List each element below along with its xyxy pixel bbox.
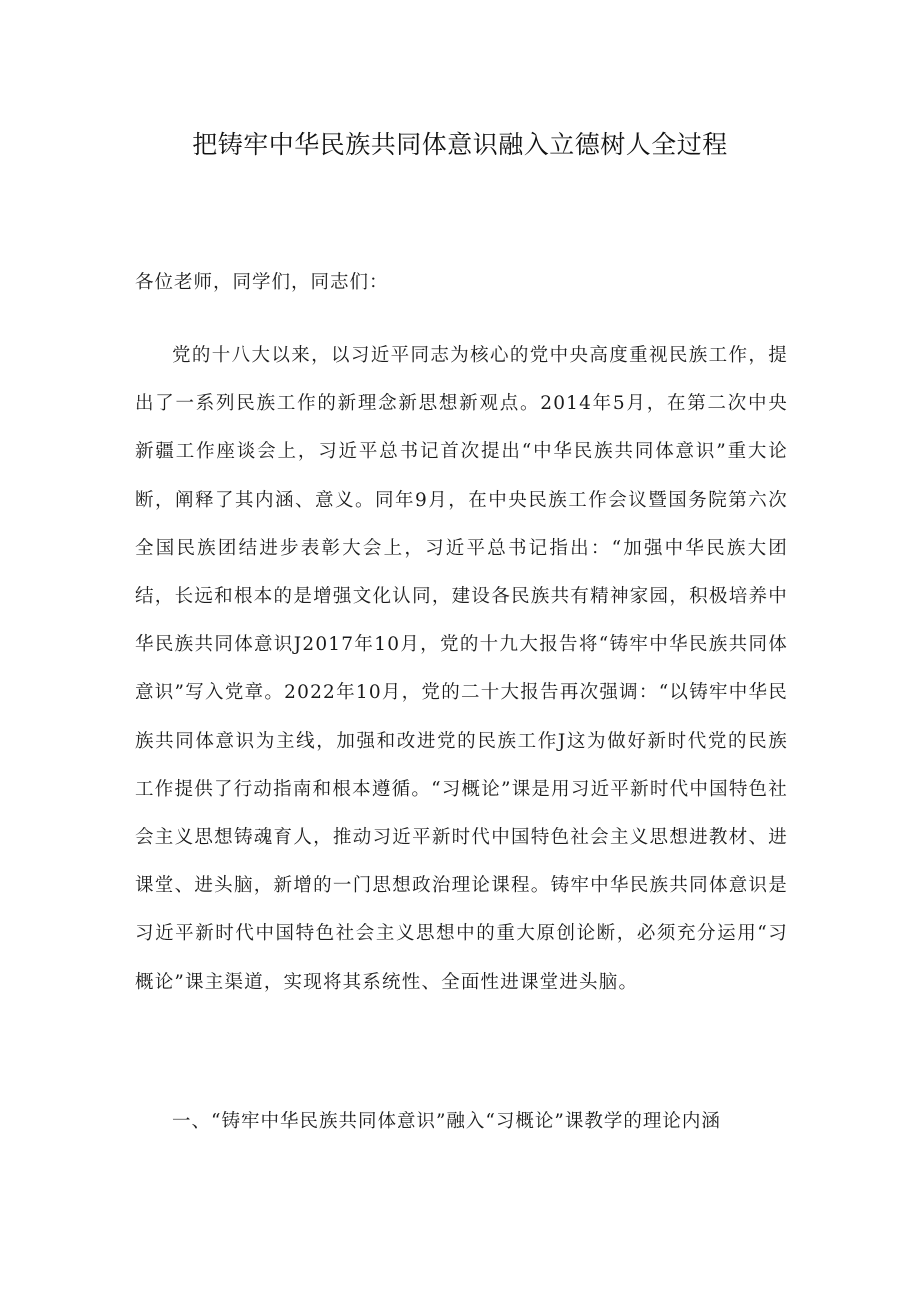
body-paragraph: 党的十八大以来，以习近平同志为核心的党中央高度重视民族工作，提出了一系列民族工作的新理念新思想新观点。2014年5月，在第二次中央新疆工作座谈会上，习近平总书记首次提出“中华民族共同体意识”重大论断，阐释了其内涵、意义。同年9月，在中央民族工作会议暨国务院第六次全国民族团结进步表彰大会上，习近平总书记指出：“加强中华民族大团结，长远和根本的是增强文化认同，建设各民族共有精神家园，积极培养中华民族共同体意识J2017年10月，党的十九大报告将“铸牢中华民族共同体意识”写入党章。2022年10月，党的二十大报告再次强调：“以铸牢中华民族共同体意识为主线，加强和改进党的民族工作J这为做好新时代党的民族工作提供了行动指南和根本遵循。“习概论”课是用习近平新时代中国特色社会主义思想铸魂育人，推动习近平新时代中国特色社会主义思想进教材、进课堂、进头脑，新增的一门思想政治理论课程。铸牢中华民族共同体意识是习近平新时代中国特色社会主义思想中的重大原创论断，必须充分运用“习概论”课主渠道，实现将其系统性、全面性进课堂进头脑。 — [135, 345, 788, 993]
salutation: 各位老师，同学们，同志们： — [135, 272, 389, 293]
section-heading: 一、“铸牢中华民族共同体意识”融入“习概论”课教学的理论内涵 — [172, 1111, 721, 1132]
document-title: 把铸牢中华民族共同体意识融入立德树人全过程 — [192, 130, 728, 159]
